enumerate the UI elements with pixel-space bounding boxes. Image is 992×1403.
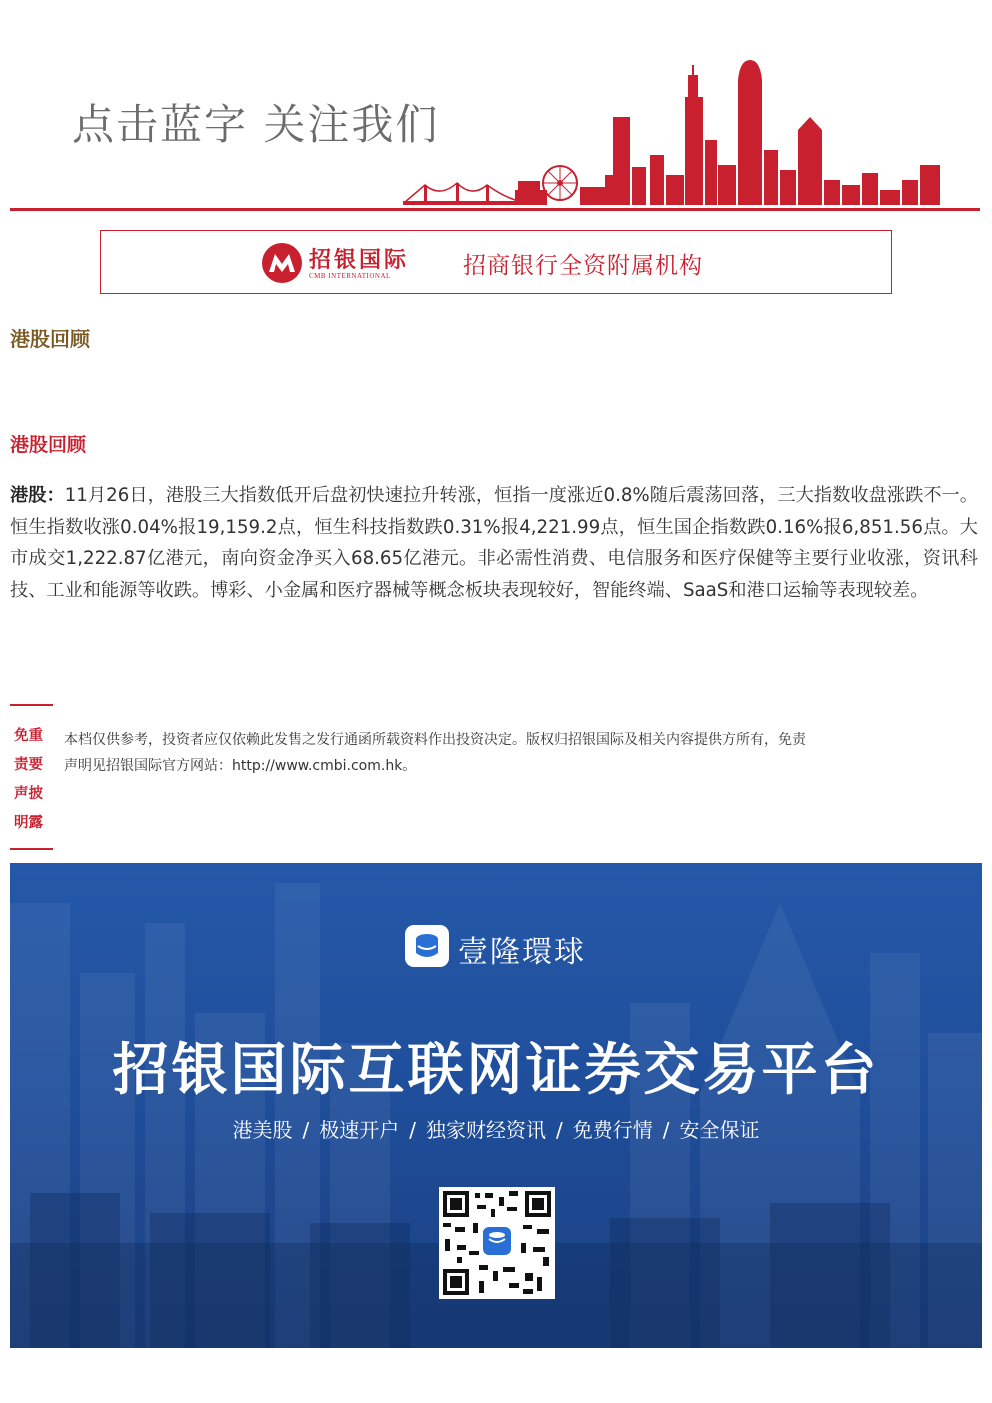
app-logo-icon — [405, 925, 449, 967]
feature-item: 极速开户 — [319, 1118, 400, 1142]
article-lead: 港股： — [10, 485, 65, 506]
feature-separator: / — [556, 1118, 563, 1142]
disclaimer-bottom-rule — [10, 848, 53, 850]
page-header — [0, 0, 992, 215]
brand-name: 招银国际 — [309, 248, 410, 273]
disclaimer-top-rule — [10, 704, 53, 706]
disclaimer-label-line: 责要 — [14, 757, 43, 773]
disclaimer-line[interactable]: 声明见招银国际官方网站：http://www.cmbi.com.hk。 — [64, 758, 417, 774]
app-name: 壹隆環球 — [458, 935, 586, 970]
feature-separator: / — [662, 1118, 670, 1142]
banner-features — [10, 1114, 982, 1143]
section-heading: 港股回顾 — [10, 327, 90, 351]
banner-title: 招银国际互联网证券交易平台 — [112, 1038, 880, 1103]
article-paragraph — [10, 480, 978, 606]
article-body: 11月26日，港股三大指数低开后盘初快速拉升转涨，恒指一度涨近0.8%随后震荡回落，三大指数收盘涨跌不一。恒生指数收涨0.04%报19,159.2点，恒生科技指数跌0.31%报4,221.99点，恒生国企指数跌0.16%报6,851.56点。大市成交1,222.87亿港元，南向资金净买入68.65亿港元。非必需性消费、电信服务和医疗保健等主要行业收涨，资讯科技、工业和能源等收跌。博彩、小金属和医疗器械等概念板块表现较好，智能终端、SaaS和港口运输等表现较差。 — [10, 485, 978, 601]
brand-name-english: CMB INTERNATIONAL — [309, 272, 391, 280]
app-promo-banner[interactable] — [10, 863, 982, 1348]
disclaimer-text — [64, 727, 884, 779]
disclaimer-label-line: 免重 — [14, 728, 43, 744]
feature-item: 安全保证 — [679, 1118, 760, 1142]
disclaimer-label-line: 声披 — [14, 786, 43, 802]
feature-item: 免费行情 — [572, 1118, 653, 1142]
cmbi-logo-icon — [261, 242, 303, 284]
header-title[interactable]: 点击蓝字 关注我们 — [72, 100, 440, 149]
feature-item: 港美股 — [232, 1118, 293, 1142]
feature-separator: / — [409, 1118, 416, 1142]
brand-banner — [100, 230, 892, 294]
subsection-heading: 港股回顾 — [10, 434, 87, 456]
disclaimer-line: 本档仅供参考，投资者应仅依赖此发售之发行通函所载资料作出投资决定。版权归招银国际及相关内容提供方所有，免责 — [64, 732, 806, 748]
disclaimer-label-line: 明露 — [14, 815, 43, 831]
header-divider — [10, 208, 980, 211]
brand-tagline: 招商银行全资附属机构 — [463, 253, 703, 279]
feature-item: 独家财经资讯 — [426, 1118, 546, 1142]
disclaimer-label — [14, 722, 50, 838]
feature-separator: / — [302, 1118, 310, 1142]
qr-code[interactable] — [439, 1187, 555, 1299]
city-skyline-illustration — [400, 55, 945, 208]
